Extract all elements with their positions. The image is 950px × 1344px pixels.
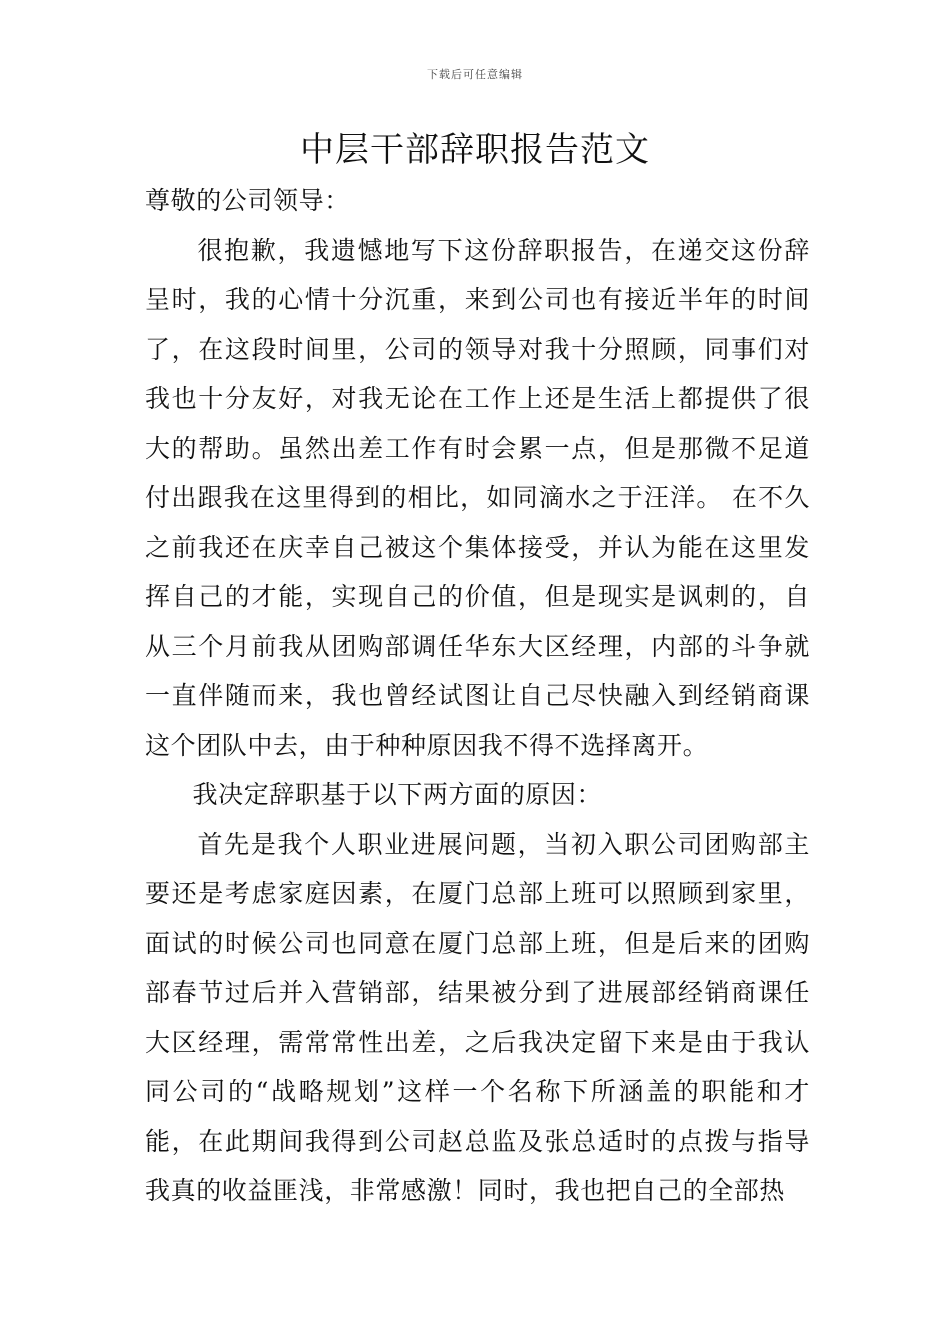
document-title: 中层干部辞职报告范文 [300, 130, 650, 170]
paragraph-1: 很抱歉，我遗憾地写下这份辞职报告，在递交这份辞呈时，我的心情十分沉重，来到公司也有接近半年的时间了，在这段时间里，公司的领导对我十分照顾，同事们对我也十分友好，对我无论在工作上还是生活上都提供了很大的帮助。虽然出差工作有时会累一点，但是那微不足道付出跟我在这里得到的相比，如同滴水之于汪洋。 在不久之前我还在庆幸自己被这个集体接受，并认为能在这里发挥自己的才能，实现自己的价值，但是现实是讽刺的，自从三个月前我从团购部调任华东大区经理，内部的斗争就一直伴随而来，我也曾经试图让自己尽快融入到经销商课这个团队中去，由于种种原因我不得不选择离开。 [145, 235, 810, 760]
document-body [145, 176, 810, 1216]
header-note: 下载后可任意编辑 [427, 68, 523, 81]
paragraph-2: 我决定辞职基于以下两方面的原因： [192, 780, 603, 809]
salutation: 尊敬的公司领导： [145, 186, 350, 215]
paragraph-3: 首先是我个人职业进展问题，当初入职公司团购部主要还是考虑家庭因素，在厦门总部上班可以照顾到家里，面试的时候公司也同意在厦门总部上班，但是后来的团购部春节过后并入营销部，结果被分到了进展部经销商课任大区经理，需常常性出差，之后我决定留下来是由于我认同公司的“战略规划”这样一个名称下所涵盖的职能和才能，在此期间我得到公司赵总监及张总适时的点拨与指导我真的收益匪浅，非常感激！同时，我也把自己的全部热 [145, 829, 810, 1205]
